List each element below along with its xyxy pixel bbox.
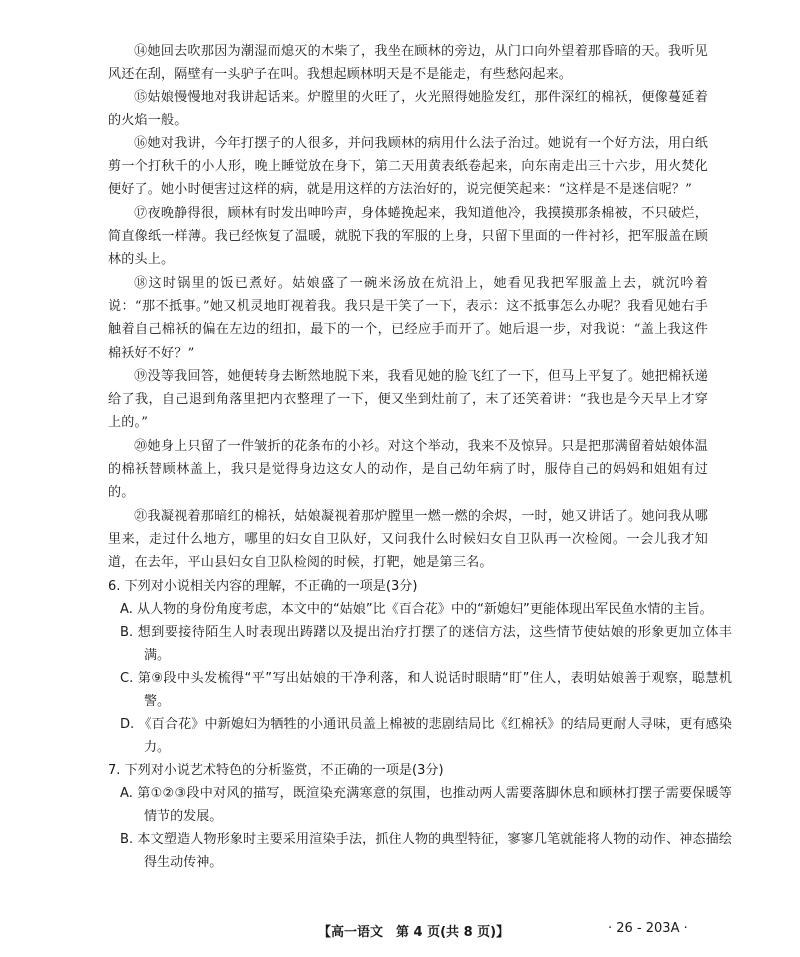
question-7-option-a: A. 第①②③段中对风的描写，既渲染充满寒意的氛围，也推动两人需要落脚休息和顾林打摆子需要保暖等情节的发展。 bbox=[120, 786, 732, 825]
paragraph-17: ⑰夜晚静得很，顾林有时发出呻吟声，身体蜷挽起来，我知道他冷，我摸摸那条棉被，不只破烂，简直像纸一样薄。我已经恢复了温暖，就脱下我的军服的上身，只留下里面的一件衬衫，把军服盖在顾林的头上。 bbox=[108, 206, 708, 268]
question-6-option-d: D. 《百合花》中新媳妇为牺牲的小通讯员盖上棉被的悲剧结局比《红棉袄》的结局更耐人寻味，更有感染力。 bbox=[120, 717, 732, 756]
paragraph-16: ⑯她对我讲，今年打摆子的人很多，并问我顾林的病用什么法子治过。她说有一个好方法，用白纸剪一个打秋千的小人形，晚上睡觉放在身下，第二天用黄表纸卷起来，向东南走出三十六步，用火焚化便好了。她小时便害过这样的病，就是用这样的方法治好的，说完便笑起来：“这样是不是迷信呢？” bbox=[108, 136, 708, 198]
paragraph-21: ㉑我凝视着那暗红的棉袄，姑娘凝视着那炉膛里一燃一燃的余烬，一时，她又讲话了。她问我从哪里来，走过什么地方，哪里的妇女自卫队好，又问我什么时候妇女自卫队再一次检阅。一会儿我才知道，在去年，平山县妇女自卫队检阅的时候，打靶，她是第三名。 bbox=[108, 509, 708, 571]
question-6-option-b: B. 想到要接待陌生人时表现出踌躇以及提出治疗打摆了的迷信方法，这些情节使姑娘的形象更加立体丰满。 bbox=[120, 625, 732, 664]
question-6-option-a: A. 从人物的身份角度考虑，本文中的“姑娘”比《百合花》中的“新媳妇”更能体现出军民鱼水情的主旨。 bbox=[120, 602, 713, 617]
question-7-stem: 7. 下列对小说艺术特色的分析鉴赏，不正确的一项是(3分) bbox=[108, 763, 444, 778]
exam-code: · 26 - 203A · bbox=[608, 921, 688, 936]
question-6-stem: 6. 下列对小说相关内容的理解，不正确的一项是(3分) bbox=[108, 579, 418, 594]
question-6-option-c: C. 第⑨段中头发梳得“平”写出姑娘的干净利落，和人说话时眼睛“盯”住人，表明姑娘善于观察，聪慧机警。 bbox=[120, 671, 732, 710]
paragraph-20: ⑳她身上只留了一件皱折的花条布的小衫。对这个举动，我来不及惊异。只是把那满留着姑娘体温的棉袄替顾林盖上，我只是觉得身边这女人的动作，是自己幼年病了时，服侍自己的妈妈和姐姐有过的。 bbox=[108, 439, 708, 501]
question-7-option-b: B. 本文塑造人物形象时主要采用渲染手法，抓住人物的典型特征，寥寥几笔就能将人物的动作、神态描绘得生动传神。 bbox=[120, 832, 732, 871]
paragraph-14: ⑭她回去吹那因为潮湿而熄灭的木柴了，我坐在顾林的旁边，从门口向外望着那昏暗的天。我听见风还在刮，隔壁有一头驴子在叫。我想起顾林明天是不是能走，有些愁闷起来。 bbox=[108, 44, 708, 83]
page-number-label: 【高一语文 第 4 页(共 8 页)】 bbox=[318, 925, 510, 940]
page-footer bbox=[0, 921, 800, 943]
paragraph-15: ⑮姑娘慢慢地对我讲起话来。炉膛里的火旺了，火光照得她脸发红，那件深红的棉袄，便像蔓延着的火焰一般。 bbox=[108, 90, 708, 129]
paragraph-18: ⑱这时锅里的饭已煮好。姑娘盛了一碗米汤放在炕沿上，她看见我把军服盖上去，就沉吟着说：“那不抵事。”她又机灵地盯视着我。我只是干笑了一下，表示：这不抵事怎么办呢？我看见她右手触着自己棉袄的偏在左边的纽扣，最下的一个，已经应手而开了。她后退一步，对我说：“盖上我这件棉袄好不好？” bbox=[108, 276, 708, 361]
paragraph-19: ⑲没等我回答，她便转身去断然地脱下来，我看见她的脸飞红了一下，但马上平复了。她把棉袄递给了我，自己退到角落里把内衣整理了一下，便又坐到灶前了，末了还笑着讲：“我也是今天早上才穿上的。” bbox=[108, 369, 708, 431]
